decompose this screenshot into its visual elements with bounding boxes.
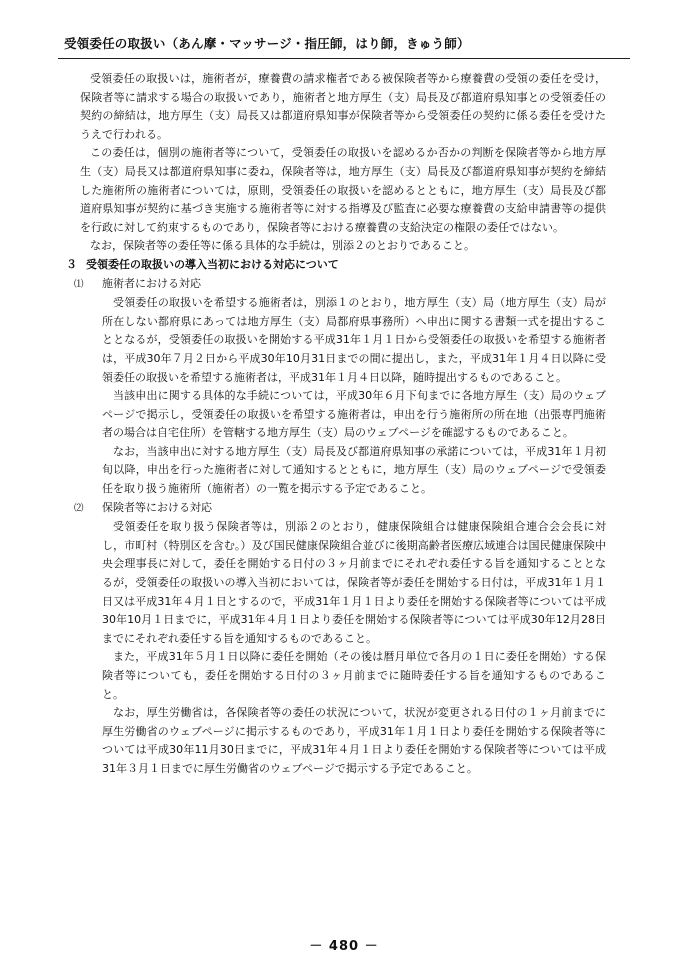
page-header-title: 受領委任の取扱い（あん摩・マッサージ・指圧師，はり師，きゅう師） xyxy=(64,36,470,51)
subsection-1-paragraph-3: なお，当該申出に対する地方厚生（支）局長及び都道府県知事の承諾については，平成31年１月初旬以降，申出を行った施術者に対して通知するとともに，地方厚生（支）局のウェブページで受領委任を取り扱う施術所（施術者）の一覧を掲示する予定であること。 xyxy=(102,444,606,496)
subsection-1-paragraph-2: 当該申出に関する具体的な手続については，平成30年６月下旬までに各地方厚生（支）局のウェブページで掲示し，受領委任の取扱いを希望する施術者は，申出を行う施術所の所在地（出張専門施術者の場合は自宅住所）を管轄する地方厚生（支）局のウェブページを確認するものであること。 xyxy=(102,389,606,440)
intro-paragraph-3: なお，保険者等の委任等に係る具体的な手続は，別添２のとおりであること。 xyxy=(90,239,475,253)
header-rule xyxy=(58,58,630,59)
subsection-2-heading xyxy=(60,499,606,519)
subsection-2-paragraph-3: なお，厚生労働省は，各保険者等の委任の状況について，状況が変更される日付の１ヶ月前までに厚生労働省のウェブページに掲示するものであり，平成31年１月１日より委任を開始する保険者等については平成30年11月30日までに，平成31年４月１日より委任を開始する保険者等については平成31年３月１日までに厚生労働省のウェブページで掲示する予定であること。 xyxy=(102,706,606,775)
subsection-2-number: ⑵ xyxy=(74,502,84,514)
subsection-1-heading xyxy=(60,275,606,295)
document-body xyxy=(60,70,606,779)
subsection-1-title: 施術者における対応 xyxy=(102,276,201,290)
subsection-1-paragraph-1: 受領委任の取扱いを希望する施術者は，別添１のとおり，地方厚生（支）局（地方厚生（支）局が所在しない都府県にあっては地方厚生（支）局都府県事務所）へ申出に関する書類一式を提出することとなるが，受領委任の取扱いを開始する平成31年１月１日から受領委任の取扱いを希望する施術者は，平成30年７月２日から平成30年10月31日までの間に提出し，また，平成31年１月４日以降に受領委任の取扱いを希望する施術者は，平成31年１月４日以降，随時提出するものであること。 xyxy=(102,296,606,384)
section-3-title: 受領委任の取扱いの導入当初における対応について xyxy=(86,257,339,271)
intro-paragraph-1: 受領委任の取扱いは，施術者が，療養費の請求権者である被保険者等から療養費の受領の委任を受け，保険者等に請求する場合の取扱いであり，施術者と地方厚生（支）局長及び都道府県知事との受領委任の契約の締結は，地方厚生（支）局長又は都道府県知事が保険者等から受領委任の契約に係る委任を受けたうえで行われる。 xyxy=(80,72,606,141)
subsection-1-number: ⑴ xyxy=(74,278,84,290)
subsection-2-paragraph-1: 受領委任を取り扱う保険者等は，別添２のとおり，健康保険組合は健康保険組合連合会会長に対し，市町村（特別区を含む。）及び国民健康保険組合並びに後期高齢者医療広域連合は国民健康保険中央会理事長に対して，委任を開始する日付の３ヶ月前までにそれぞれ委任する旨を通知することとなるが，受領委任の取扱いの導入当初においては，保険者等が委任を開始する日付は，平成31年１月１日又は平成31年４月１日とするので，平成31年１月１日より委任を開始する保険者等については平成30年10月１日までに，平成31年４月１日より委任を開始する保険者等については平成30年12月28日までにそれぞれ委任する旨を通知するものであること。 xyxy=(102,520,606,645)
subsection-2-paragraph-2: また，平成31年５月１日以降に委任を開始（その後は暦月単位で各月の１日に委任を開始）する保険者等についても，委任を開始する日付の３ヶ月前までに随時委任する旨を通知するものであること。 xyxy=(102,650,606,701)
section-3-heading xyxy=(60,256,606,275)
section-3-number: ３ xyxy=(66,257,77,271)
subsection-2-title: 保険者等における対応 xyxy=(102,500,212,514)
page-number: － 480 － xyxy=(309,939,379,954)
intro-paragraph-2: この委任は，個別の施術者等について，受領委任の取扱いを認めるか否かの判断を保険者等から地方厚生（支）局長又は都道府県知事に委ね，保険者等は，地方厚生（支）局長及び都道府県知事が契約を締結した施術所の施術者については，原則，受領委任の取扱いを認めるとともに，地方厚生（支）局長及び都道府県知事が契約に基づき実施する施術者等に対する指導及び監査に必要な療養費の支給申請書等の提供を行政に対して約束するものであり，保険者等における療養費の支給決定の権限の委任ではない。 xyxy=(80,146,606,234)
